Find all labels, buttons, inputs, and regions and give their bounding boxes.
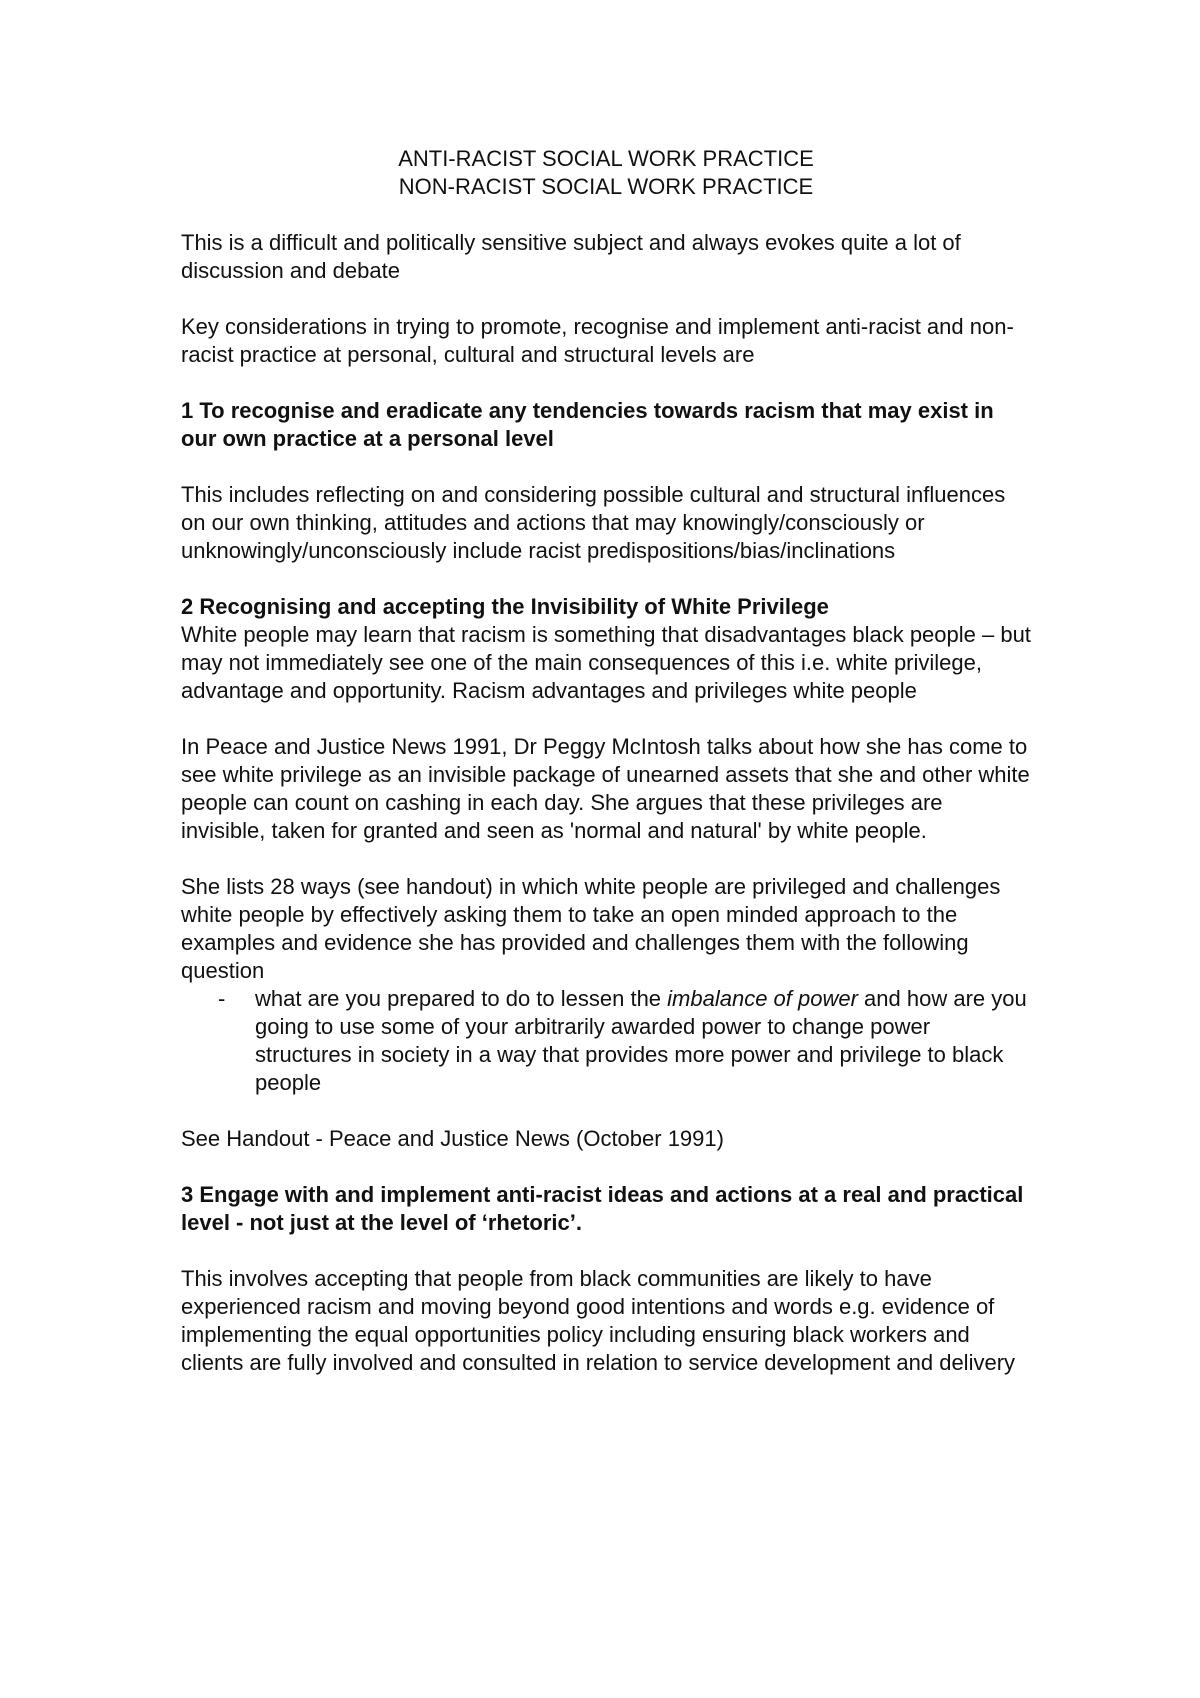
section-3-body: This involves accepting that people from black communities are likely to have experienced racism and moving beyond good intentions and words e.g. evidence of implementing the equal opportunities policy including ensuring black workers and clients are fully involved and consulted in relation to service development and delivery bbox=[181, 1266, 1016, 1375]
section-3-heading: 3 Engage with and implement anti-racist ideas and actions at a real and practical level - not just at the level of ‘rhetoric’. bbox=[181, 1182, 1024, 1235]
section-2-body-2: In Peace and Justice News 1991, Dr Peggy McIntosh talks about how she has come to see white privilege as an invisible package of unearned assets that she and other white people can count on cashing in each day. She argues that these privileges are invisible, taken for granted and seen as 'normal and natural' by white people. bbox=[181, 734, 1030, 843]
document-title-line-2: NON-RACIST SOCIAL WORK PRACTICE bbox=[398, 174, 814, 199]
intro-paragraph: This is a difficult and politically sensitive subject and always evokes quite a lot of discussion and debate bbox=[181, 230, 961, 283]
title-block bbox=[181, 145, 1031, 201]
section-2-heading: 2 Recognising and accepting the Invisibility of White Privilege bbox=[181, 594, 829, 619]
list-item bbox=[181, 985, 1031, 1097]
dash-bullet-icon: - bbox=[218, 986, 226, 1011]
document-title-line-1: ANTI-RACIST SOCIAL WORK PRACTICE bbox=[398, 146, 814, 171]
section-2-body-3: She lists 28 ways (see handout) in which white people are privileged and challenges white people by effectively asking them to take an open minded approach to the examples and evidence she has provided and challenges them with the following question bbox=[181, 874, 1001, 983]
document-page bbox=[181, 145, 1031, 1405]
handout-reference: See Handout - Peace and Justice News (October 1991) bbox=[181, 1126, 724, 1151]
section-2-body-1: White people may learn that racism is something that disadvantages black people – but may not immediately see one of the main consequences of this i.e. white privilege, advantage and opportunity. Racism advantages and privileges white people bbox=[181, 622, 1031, 703]
bullet-text-emphasis: imbalance of power bbox=[667, 986, 858, 1011]
key-considerations-paragraph: Key considerations in trying to promote, recognise and implement anti-racist and non-racist practice at personal, cultural and structural levels are bbox=[181, 314, 1014, 367]
question-list bbox=[181, 985, 1031, 1097]
section-1-heading: 1 To recognise and eradicate any tendencies towards racism that may exist in our own practice at a personal level bbox=[181, 398, 994, 451]
section-1-body: This includes reflecting on and considering possible cultural and structural influences on our own thinking, attitudes and actions that may knowingly/consciously or unknowingly/unconsciously include racist predispositions/bias/inclinations bbox=[181, 482, 1006, 563]
bullet-text-before: what are you prepared to do to lessen the bbox=[255, 986, 668, 1011]
bullet-text-after: and how are you going to use some of your arbitrarily awarded power to change power structures in society in a way that provides more power and privilege to black people bbox=[255, 986, 1027, 1095]
